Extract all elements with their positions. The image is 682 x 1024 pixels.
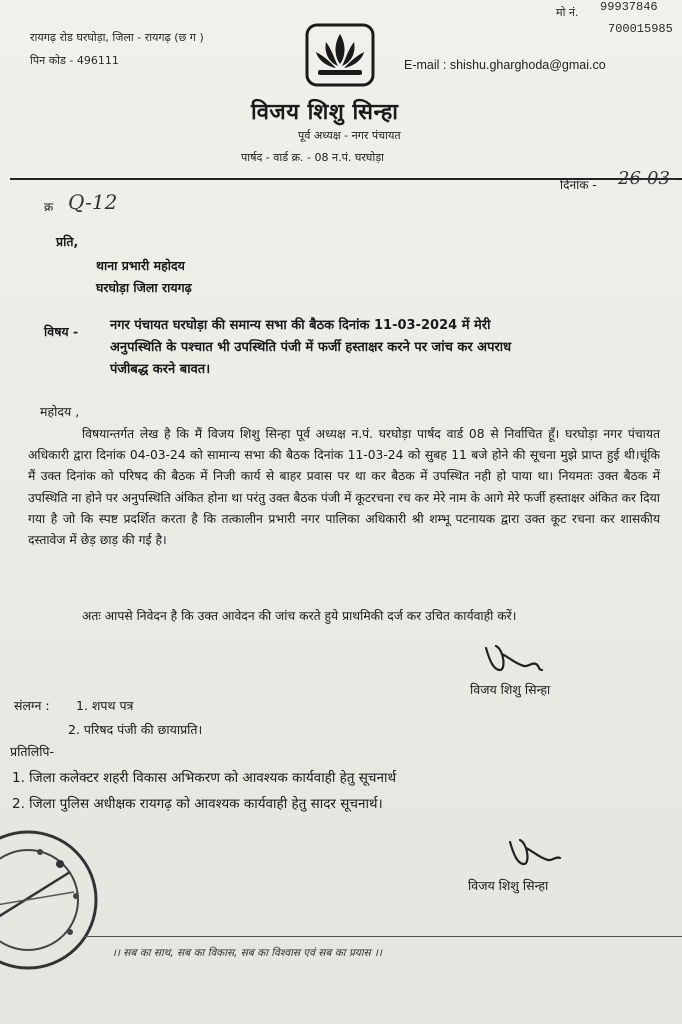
enclosure-item-2: 2. परिषद पंजी की छायाप्रति। — [68, 722, 203, 737]
mobile-number-2: 700015985 — [608, 22, 673, 36]
signature-name-2: विजय शिशु सिन्हा — [468, 878, 549, 893]
body-paragraph-1: विषयान्तर्गत लेख है कि मैं विजय शिशु सिन्हा पूर्व अध्यक्ष न.पं. घरघोड़ा पार्षद वार्ड 08 से निर्वाचित हूँ। घरघोड़ा नगर पंचायत अधिकारी द्वारा दिनांक 04-03-24 को सामान्य सभा की बैठक दिनांक 11-03-24 को सुबह 11 बजे होने की सूचना मुझे प्राप्त हुई थी।चूंकि मैं उक्त दिनांक को परिषद की बैठक में निजी कार्य से बाहर प्रवास पर था कर बैठक में उपस्थित नही हो पाया था। नियमतः उक्त बैठक में उपस्थिति ना होने पर अनुपस्थिति अंकित होना था परंतु उक्त बैठक पंजी में कूटरचना रच कर मेरे नाम के आगे मेरे फर्जी हस्ताक्षर अंकित कर दिया गया है जो कि स्पष्ट प्रदर्शित करता है कि तत्कालीन प्रभारी नगर पालिका अधिकारी श्री शम्भू पटनायक द्वारा उक्त कूट रचना कर शासकीय दस्तावेज में छेड़ छाड़ की गई है। — [28, 427, 660, 548]
salutation: महोदय , — [40, 404, 80, 419]
mobile-number-1: 99937846 — [600, 0, 658, 14]
copy-item-2: 2. जिला पुलिस अधीक्षक रायगढ़ को आवश्यक कार्यवाही हेतु सादर सूचनार्थ। — [12, 796, 383, 812]
sender-name-title: विजय शिशु सिन्हा — [251, 100, 399, 125]
recipient-line-2: घरघोड़ा जिला रायगढ़ — [96, 280, 192, 295]
recipient-line-1: थाना प्रभारी महोदय — [96, 258, 185, 273]
sender-ward: पार्षद - वार्ड क्र. - 08 न.पं. घरघोड़ा — [241, 151, 384, 164]
signature-name-1: विजय शिशु सिन्हा — [470, 682, 551, 697]
signature-mark-2 — [504, 834, 568, 870]
enclosure-item-1: 1. शपथ पत्र — [76, 698, 134, 713]
email-address: E-mail : shishu.gharghoda@gmai.co — [404, 58, 606, 72]
copy-item-1: 1. जिला कलेक्टर शहरी विकास अभिकरण को आवश्यक कार्यवाही हेतु सूचनार्थ — [12, 770, 397, 786]
official-stamp-seal — [0, 822, 104, 984]
subject-line-1: नगर पंचायत घरघोड़ा की समान्य सभा की बैठक दिनांक 11-03-2024 में मेरी — [110, 318, 491, 333]
lotus-logo-icon — [304, 22, 376, 88]
copy-label: प्रतिलिपि- — [10, 744, 55, 759]
ref-number-value: Q-12 — [68, 190, 118, 214]
mobile-label: मो नं. — [556, 6, 579, 19]
date-label: दिनांक - — [560, 178, 597, 192]
date-value: 26-03- — [618, 168, 676, 189]
subject-line-2: अनुपस्थिति के पश्चात भी उपस्थिति पंजी में फर्जी हस्ताक्षर करने पर जांच कर अपराध — [110, 340, 512, 355]
sender-designation: पूर्व अध्यक्ष - नगर पंचायत — [298, 129, 401, 142]
address-line-2: पिन कोड - 496111 — [30, 54, 119, 67]
footer-divider — [84, 936, 682, 937]
footer-motto: ।। सब का साथ, सब का विकास, सब का विश्वास एवं सब का प्रयास ।। — [112, 947, 382, 959]
address-line-1: रायगढ़ रोड घरघोड़ा, जिला - रायगढ़ (छ ग ) — [30, 31, 204, 44]
signature-mark — [480, 640, 550, 676]
ref-number-label: क्र — [44, 200, 54, 214]
body-paragraph-2: अतः आपसे निवेदन है कि उक्त आवेदन की जांच करते हुये प्राथमिकी दर्ज कर उचित कार्यवाही करें। — [82, 609, 517, 623]
subject-line-3: पंजीबद्ध करने बावत। — [110, 362, 211, 377]
subject-label: विषय - — [44, 324, 79, 339]
enclosure-label: संलग्न : — [14, 698, 50, 713]
recipient-prati: प्रति, — [56, 234, 79, 249]
